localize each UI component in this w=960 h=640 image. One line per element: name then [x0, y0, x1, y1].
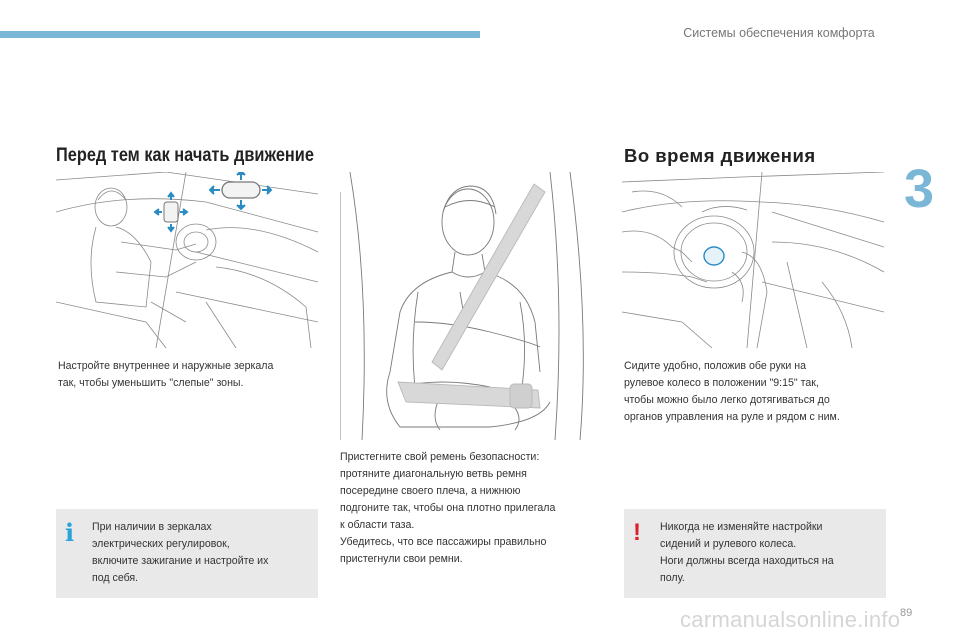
text-line: включите зажигание и настройте их	[92, 555, 269, 567]
text-line: сидений и рулевого колеса.	[660, 538, 797, 550]
text-line: органов управления на руле и рядом с ним.	[624, 411, 840, 423]
page-number: 89	[900, 607, 913, 619]
text-line: чтобы можно было легко дотягиваться до	[624, 394, 830, 406]
info-note-box	[56, 509, 318, 598]
heading-while-driving: Во время движения	[624, 145, 816, 166]
text-line: пристегнули свои ремни.	[340, 553, 463, 565]
text-line: к области таза.	[340, 519, 415, 531]
text-line: Сидите удобно, положив обе руки на	[624, 360, 806, 372]
text-line: При наличии в зеркалах	[92, 521, 212, 533]
text-line: Настройте внутреннее и наружные зеркала	[58, 360, 274, 372]
text-line: Никогда не изменяйте настройки	[660, 521, 823, 533]
driving-posture-instructions	[624, 358, 886, 426]
seatbelt-illustration	[340, 172, 598, 440]
text-line: протяните диагональную ветвь ремня	[340, 468, 527, 480]
seatbelt-instructions	[340, 449, 602, 568]
steering-wheel-illustration	[622, 172, 884, 348]
chapter-number: 3	[904, 159, 935, 219]
text-line: Убедитесь, что все пассажиры правильно	[340, 536, 547, 548]
mirror-adjustment-illustration	[56, 172, 318, 348]
text-line: полу.	[660, 572, 685, 584]
mirror-instructions	[58, 358, 320, 392]
text-line: под себя.	[92, 572, 139, 584]
top-accent-bar	[0, 31, 480, 38]
warning-note-box	[624, 509, 886, 598]
info-note-text	[92, 519, 312, 587]
text-line: посередине своего плеча, а нижнюю	[340, 485, 521, 497]
heading-before-driving: Перед тем как начать движение	[56, 145, 314, 166]
text-line: Ноги должны всегда находиться на	[660, 555, 834, 567]
warning-note-text	[660, 519, 880, 587]
info-icon: i	[65, 518, 75, 547]
warning-icon: !	[633, 519, 641, 546]
text-line: рулевое колесо в положении "9:15" так,	[624, 377, 819, 389]
text-line: Пристегните свой ремень безопасности:	[340, 451, 540, 463]
watermark: carmanualsonline.info	[680, 607, 901, 632]
text-line: так, чтобы уменьшить "слепые" зоны.	[58, 377, 244, 389]
text-line: электрических регулировок,	[92, 538, 230, 550]
text-line: подгоните так, чтобы она плотно прилегала	[340, 502, 556, 514]
running-header: Системы обеспечения комфорта	[683, 26, 875, 40]
